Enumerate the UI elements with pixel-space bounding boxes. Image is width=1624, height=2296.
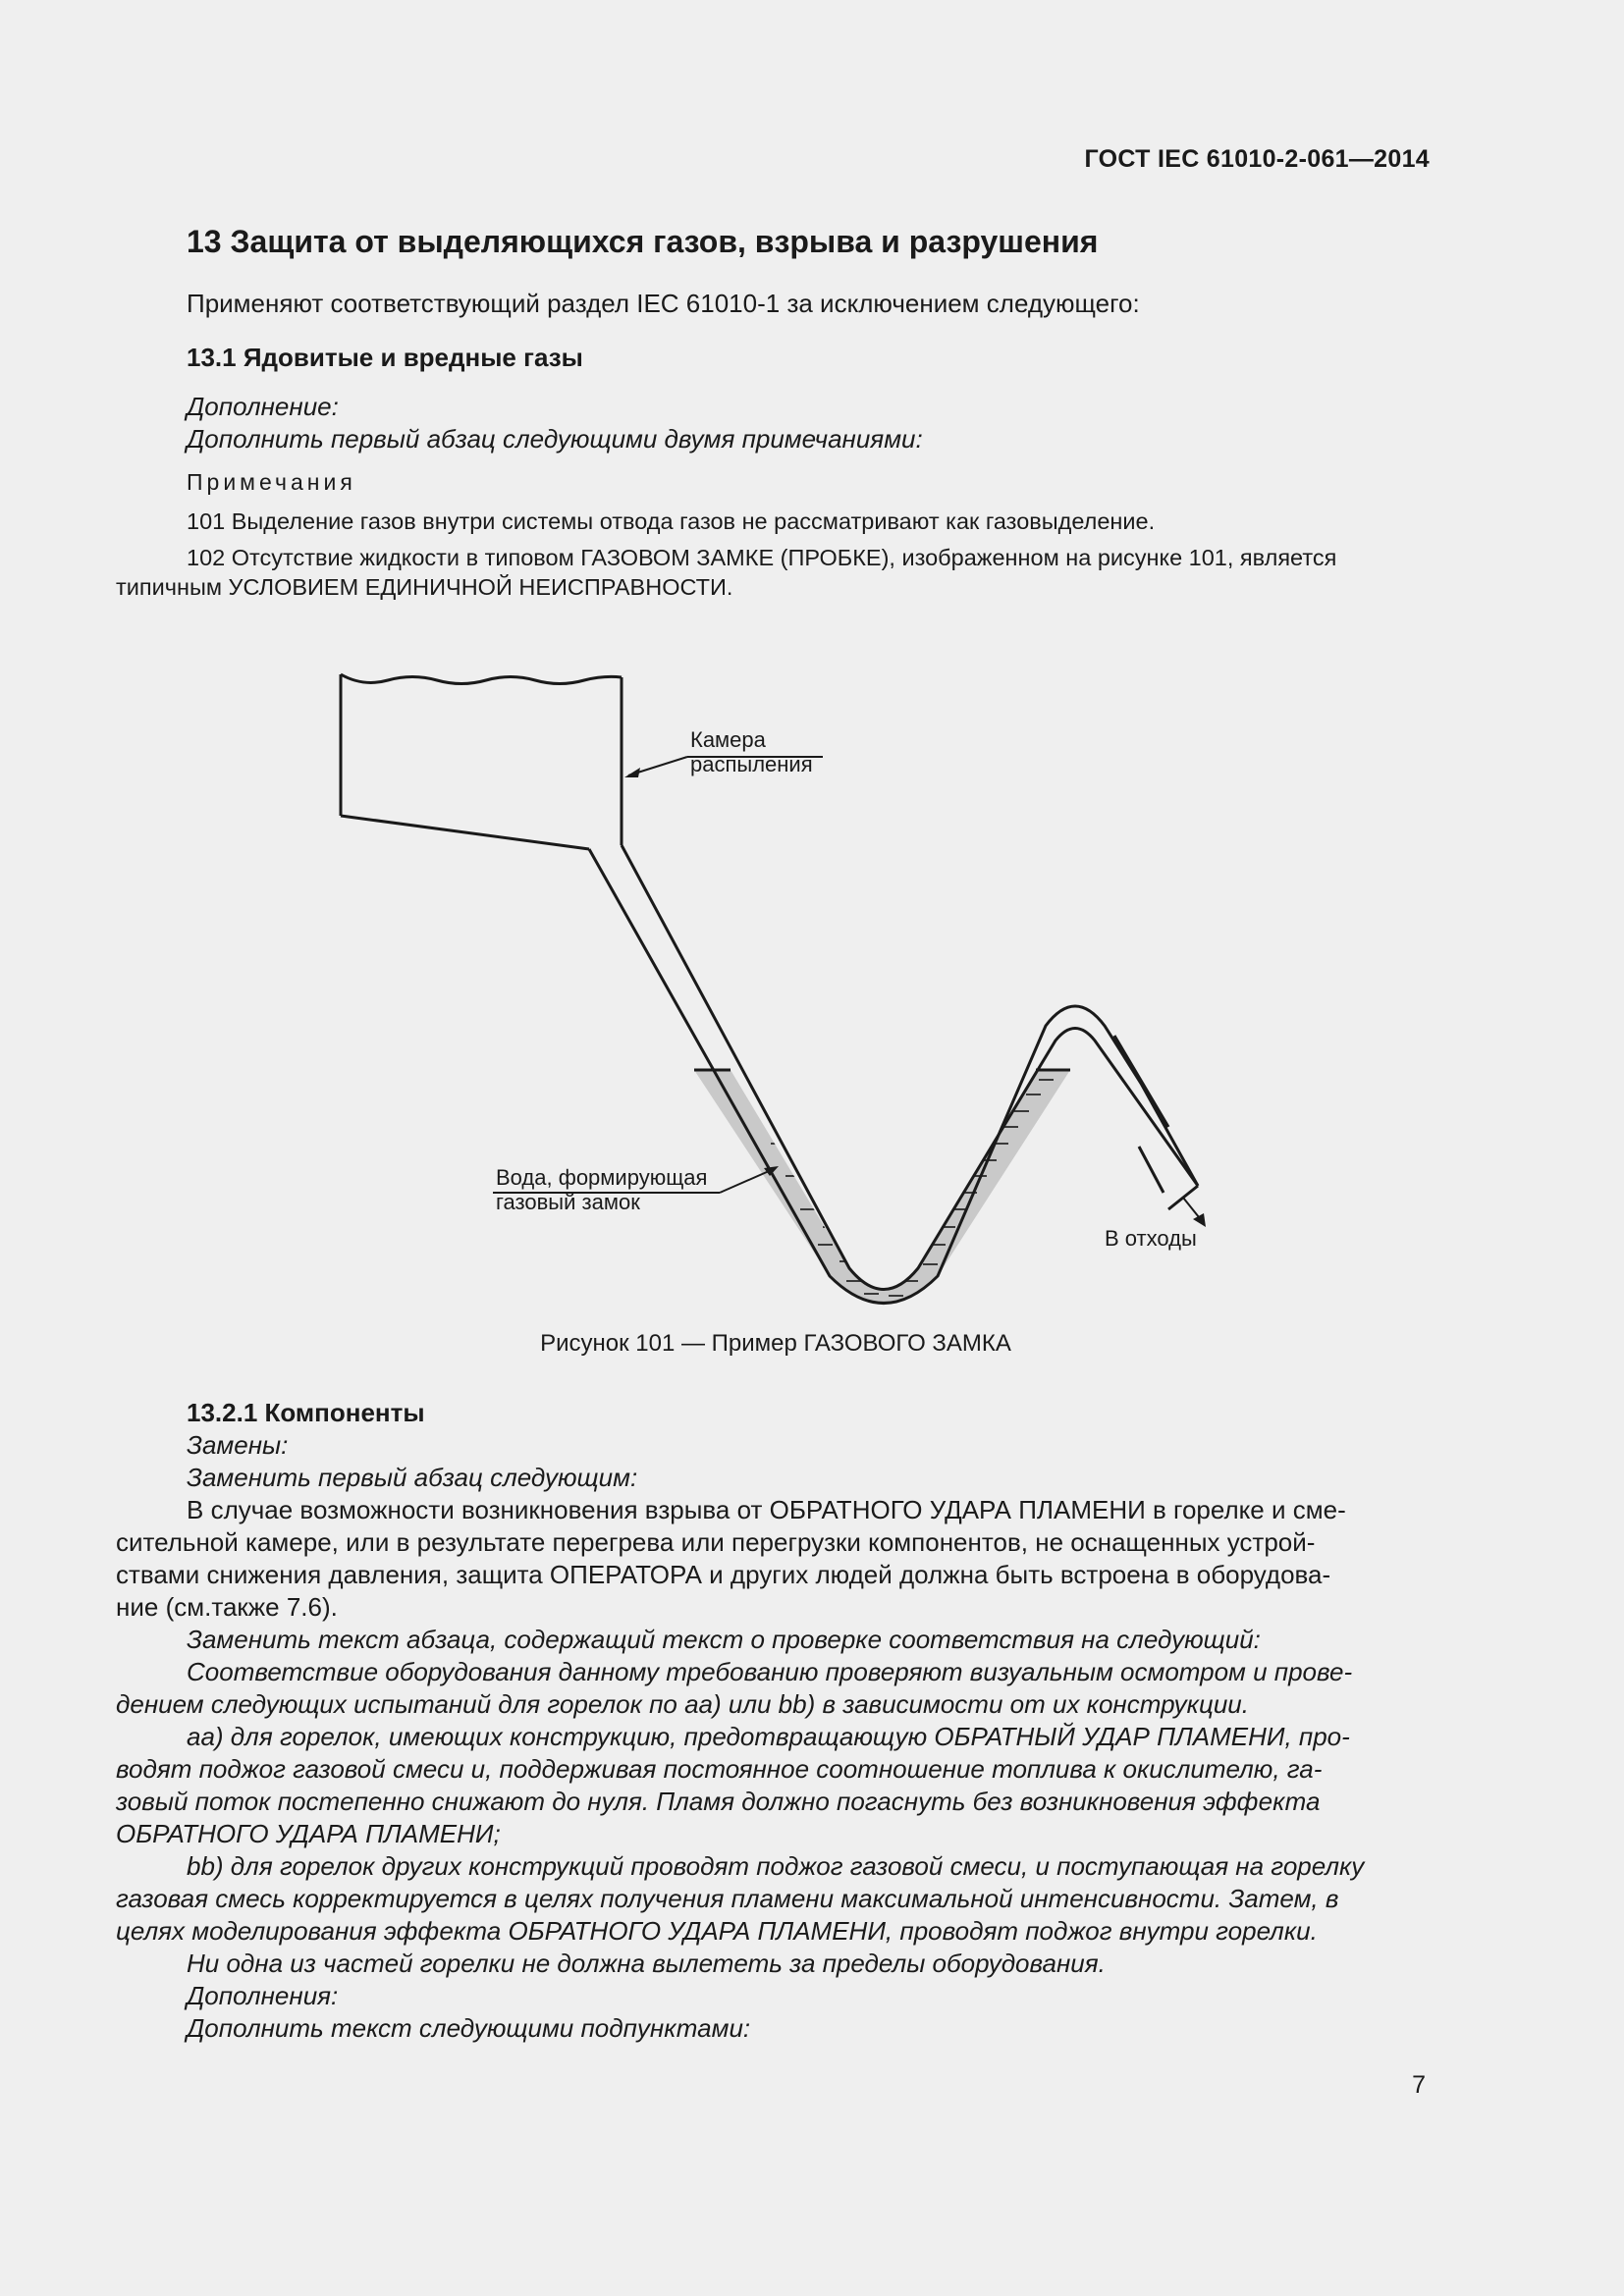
item-aa-line4: ОБРАТНОГО УДАРА ПЛАМЕНИ;: [116, 1819, 501, 1848]
label-waste: В отходы: [1105, 1226, 1197, 1251]
notes-heading: Примечания: [187, 469, 356, 495]
note-102-line1: 102 Отсутствие жидкости в типовом ГАЗОВОМ ЗАМКЕ (ПРОБКЕ), изображенном на рисунке 101, является: [187, 545, 1337, 570]
label-water-line1: Вода, формирующая: [496, 1165, 708, 1190]
label-chamber-line1: Камера: [690, 727, 766, 752]
replace-text-instruction: Заменить текст абзаца, содержащий текст о проверке соответствия на следующий:: [187, 1625, 1261, 1654]
item-bb-line3: целях моделирования эффекта ОБРАТНОГО УДАРА ПЛАМЕНИ, проводят поджог внутри горелки.: [116, 1916, 1318, 1946]
subsection-13-2-1-title: 13.2.1 Компоненты: [187, 1398, 425, 1427]
addition-instruction: Дополнить первый абзац следующими двумя примечаниями:: [187, 424, 923, 454]
item-aa-line1: аа) для горелок, имеющих конструкцию, предотвращающую ОБРАТНЫЙ УДАР ПЛАМЕНИ, про-: [187, 1722, 1350, 1751]
callout-lines: [493, 757, 1203, 1222]
label-chamber-line2: распыления: [690, 752, 813, 776]
replace-first-instruction: Заменить первый абзац следующим:: [187, 1463, 638, 1492]
item-aa-line2: водят поджог газовой смеси и, поддерживая постоянное соотношение топлива к окислителю, га-: [116, 1754, 1323, 1784]
item-bb-line2: газовая смесь корректируется в целях получения пламени максимальной интенсивности. Затем, в: [116, 1884, 1339, 1913]
subsection-title: 13.1 Ядовитые и вредные газы: [187, 343, 583, 372]
figure-caption: Рисунок 101 — Пример ГАЗОВОГО ЗАМКА: [540, 1330, 1011, 1357]
section-title: 13 Защита от выделяющихся газов, взрыва и разрушения: [187, 224, 1099, 259]
addition-label: Дополнение:: [187, 392, 339, 421]
compliance-line1: Соответствие оборудования данному требованию проверяют визуальным осмотром и прове-: [187, 1657, 1353, 1686]
outlet-arrowhead: [1193, 1213, 1206, 1227]
note-101: 101 Выделение газов внутри системы отвода газов не рассматривают как газовыделение.: [187, 508, 1156, 534]
item-aa-line3: зовый поток постепенно снижают до нуля. Пламя должно погаснуть без возникновения эффекта: [116, 1787, 1321, 1816]
para1-line3: ствами снижения давления, защита ОПЕРАТОРА и других людей должна быть встроена в оборудова-: [116, 1560, 1331, 1589]
para1-line2: сительной камере, или в результате перегрева или перегрузки компонентов, не оснащенных устрой-: [116, 1527, 1316, 1557]
compliance-line2: дением следующих испытаний для горелок по аа) или bb) в зависимости от их конструкции.: [116, 1689, 1249, 1719]
para1-line1: В случае возможности возникновения взрыва от ОБРАТНОГО УДАРА ПЛАМЕНИ в горелке и сме-: [187, 1495, 1346, 1524]
replacements-label: Замены:: [187, 1430, 289, 1460]
note-102-line2: типичным УСЛОВИЕМ ЕДИНИЧНОЙ НЕИСПРАВНОСТИ.: [116, 574, 733, 600]
spray-chamber: [341, 674, 622, 849]
para1-line4: ние (см.также 7.6).: [116, 1592, 338, 1622]
chamber-arrowhead: [624, 768, 640, 777]
document-id: ГОСТ IEC 61010-2-061—2014: [1084, 145, 1430, 173]
no-parts-statement: Ни одна из частей горелки не должна вылететь за пределы оборудования.: [187, 1949, 1106, 1978]
item-bb-line1: bb) для горелок других конструкций проводят поджог газовой смеси, и поступающая на горелку: [187, 1851, 1365, 1881]
add-text-instruction: Дополнить текст следующими подпунктами:: [187, 2013, 751, 2043]
water-fill: [687, 1060, 1080, 1335]
label-water-line2: газовый замок: [496, 1190, 640, 1214]
additions-label: Дополнения:: [187, 1981, 339, 2010]
section-intro: Применяют соответствующий раздел IEC 61010-1 за исключением следующего:: [187, 289, 1140, 318]
page-number: 7: [1412, 2071, 1426, 2099]
